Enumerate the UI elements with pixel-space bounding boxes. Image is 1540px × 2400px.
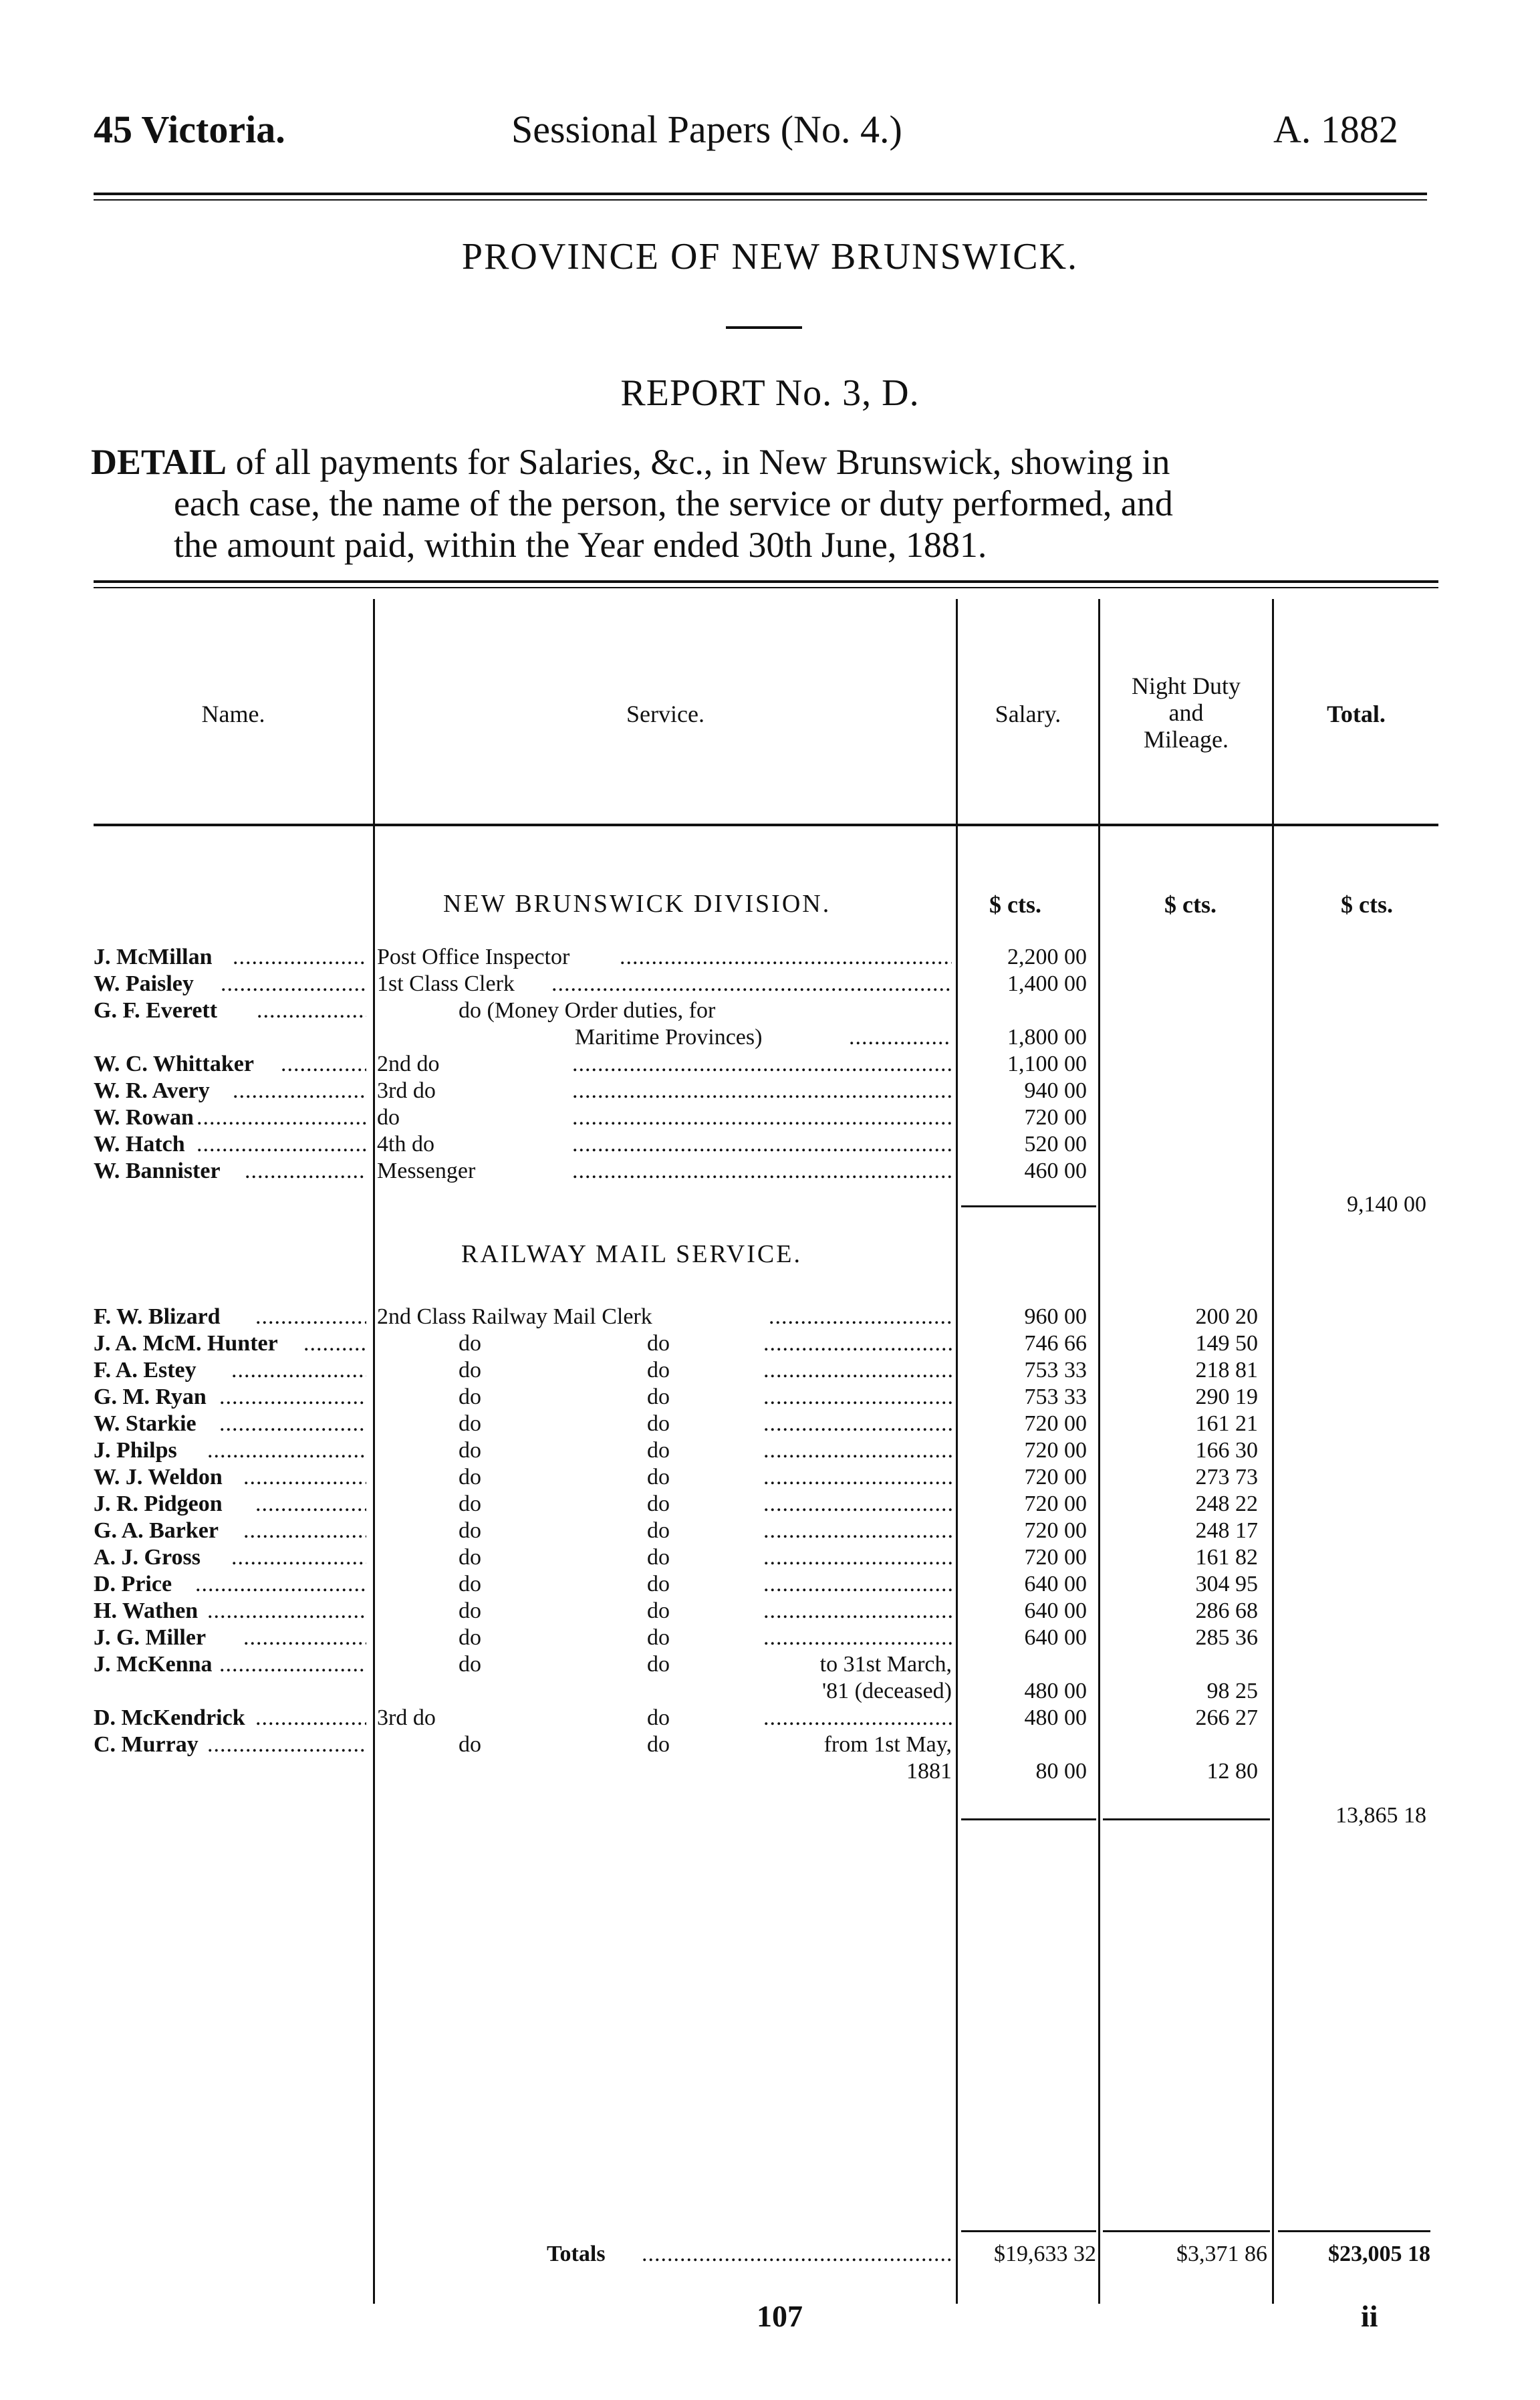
table-row-salary: 720 00 xyxy=(1024,1518,1087,1543)
service-leader-dots xyxy=(763,1572,952,1596)
name-leader-dots xyxy=(243,1625,366,1650)
detail-line-3: the amount paid, within the Year ended 30th June, 1881. xyxy=(174,525,987,565)
service-leader-dots xyxy=(572,1105,952,1130)
section-2-night-rule xyxy=(1103,1818,1270,1820)
name-leader-dots xyxy=(303,1331,366,1356)
name-leader xyxy=(303,1330,366,1357)
table-row-night: 266 27 xyxy=(1195,1705,1258,1730)
name-leader-dots xyxy=(243,1465,366,1489)
col-header-night-duty-line-2: and xyxy=(1168,699,1204,726)
service-leader xyxy=(763,1384,952,1411)
table-row-service: Post Office Inspector xyxy=(377,945,570,969)
table-row-service: 1st Class Clerk xyxy=(377,971,515,996)
table-row-service: do xyxy=(459,1411,481,1436)
table-row-name: W. Starkie xyxy=(94,1411,197,1436)
section-2-total: 13,865 18 xyxy=(1335,1803,1426,1828)
service-leader xyxy=(769,1304,952,1330)
table-row-salary: 720 00 xyxy=(1024,1491,1087,1516)
name-leader xyxy=(207,1598,366,1625)
name-leader-dots xyxy=(255,1705,366,1730)
detail-paragraph xyxy=(91,441,1448,566)
col-header-name: Name. xyxy=(201,701,265,727)
name-leader xyxy=(221,971,366,997)
name-leader xyxy=(243,1518,366,1544)
table-row-salary: 80 00 xyxy=(1035,1759,1087,1784)
col-header-total: Total. xyxy=(1327,701,1386,727)
name-leader xyxy=(243,1625,366,1651)
page-number: 107 xyxy=(757,2299,803,2333)
service-leader xyxy=(572,1104,952,1131)
section-1-salary-rule xyxy=(961,1205,1096,1207)
name-leader-dots xyxy=(281,1052,366,1076)
name-leader-dots xyxy=(219,1385,366,1409)
table-row-service: 3rd do xyxy=(377,1705,436,1730)
table-row-service-do: do xyxy=(647,1625,670,1650)
col-divider-salary xyxy=(1098,599,1100,2304)
name-leader xyxy=(197,1104,366,1131)
totals-rule-night xyxy=(1103,2230,1270,2232)
service-leader xyxy=(572,1051,952,1078)
table-row-service-cont: Maritime Provinces) xyxy=(575,1025,763,1050)
table-row-service-do: do xyxy=(647,1705,670,1730)
table-row-salary: 480 00 xyxy=(1024,1679,1087,1703)
table-row-service-do: do xyxy=(647,1572,670,1596)
table-row-name: F. W. Blizard xyxy=(94,1304,221,1329)
name-leader xyxy=(231,1357,366,1384)
table-row-name: G. M. Ryan xyxy=(94,1385,207,1409)
name-leader xyxy=(207,1731,366,1758)
name-leader-dots xyxy=(257,998,366,1023)
detail-line-2: each case, the name of the person, the service or duty performed, and xyxy=(174,483,1173,523)
service-leader xyxy=(572,1078,952,1104)
service-leader-dots xyxy=(769,1304,952,1329)
header-rule-top xyxy=(94,193,1427,195)
name-leader-dots xyxy=(221,971,366,996)
name-leader xyxy=(197,1131,366,1158)
table-row-service: 2nd Class Railway Mail Clerk xyxy=(377,1304,652,1329)
table-row-salary: 1,100 00 xyxy=(1007,1052,1087,1076)
section-1-total: 9,140 00 xyxy=(1347,1192,1426,1217)
service-leader xyxy=(620,944,952,971)
service-leader-dots xyxy=(763,1411,952,1436)
service-leader xyxy=(763,1357,952,1384)
table-row-service-do: do xyxy=(647,1358,670,1383)
service-leader xyxy=(763,1598,952,1625)
table-row-service: do xyxy=(459,1331,481,1356)
service-leader xyxy=(572,1158,952,1185)
service-leader-dots xyxy=(572,1159,952,1183)
table-row-night: 285 36 xyxy=(1195,1625,1258,1650)
table-row-salary: 753 33 xyxy=(1024,1358,1087,1383)
table-row-service-do: do xyxy=(647,1518,670,1543)
name-leader-dots xyxy=(207,1732,366,1757)
service-leader xyxy=(763,1518,952,1544)
service-leader xyxy=(763,1625,952,1651)
table-row-salary: 1,400 00 xyxy=(1007,971,1087,996)
service-leader xyxy=(551,971,952,997)
name-leader-dots xyxy=(231,1545,366,1570)
table-row-service: 2nd do xyxy=(377,1052,440,1076)
table-row-salary: 753 33 xyxy=(1024,1385,1087,1409)
name-leader-dots xyxy=(231,1358,366,1383)
service-leader-dots xyxy=(763,1465,952,1489)
table-row-name: W. J. Weldon xyxy=(94,1465,223,1489)
table-row-night: 218 81 xyxy=(1195,1358,1258,1383)
service-leader xyxy=(763,1437,952,1464)
table-row-night: 286 68 xyxy=(1195,1598,1258,1623)
section-title-nb-division: NEW BRUNSWICK DIVISION. xyxy=(443,890,831,918)
table-row-note-cont: 1881 xyxy=(906,1759,952,1784)
name-leader-dots xyxy=(233,1078,366,1103)
table-row-name: J. McMillan xyxy=(94,945,213,969)
header-rule-bottom xyxy=(94,199,1427,201)
table-row-service-do: do xyxy=(647,1331,670,1356)
table-row-service-do: do xyxy=(647,1732,670,1757)
table-row-service: do xyxy=(459,1438,481,1463)
service-leader xyxy=(763,1464,952,1491)
service-leader-dots xyxy=(763,1705,952,1730)
service-leader xyxy=(763,1571,952,1598)
table-row-salary: 480 00 xyxy=(1024,1705,1087,1730)
table-row-salary: 720 00 xyxy=(1024,1411,1087,1436)
unit-night: $ cts. xyxy=(1164,891,1216,918)
table-row-service-do: do xyxy=(647,1598,670,1623)
name-leader xyxy=(255,1705,366,1731)
table-row-salary: 460 00 xyxy=(1024,1159,1087,1183)
totals-salary: $19,633 32 xyxy=(994,2242,1096,2266)
name-leader xyxy=(195,1571,366,1598)
name-leader-dots xyxy=(255,1304,366,1329)
header-volume: 45 Victoria. xyxy=(94,108,285,151)
service-leader-dots xyxy=(620,945,952,969)
service-leader-dots xyxy=(763,1545,952,1570)
table-row-name: D. McKendrick xyxy=(94,1705,245,1730)
table-row-service-do: do xyxy=(647,1465,670,1489)
service-leader-dots xyxy=(572,1078,952,1103)
name-leader-dots xyxy=(197,1132,366,1157)
table-row-name: J. Philps xyxy=(94,1438,177,1463)
name-leader xyxy=(219,1411,366,1437)
section-title-railway-mail: RAILWAY MAIL SERVICE. xyxy=(461,1240,802,1268)
table-row-salary: 720 00 xyxy=(1024,1438,1087,1463)
table-row-name: W. Rowan xyxy=(94,1105,194,1130)
table-row-salary: 746 66 xyxy=(1024,1331,1087,1356)
report-title: REPORT No. 3, D. xyxy=(620,372,920,414)
table-row-service: 3rd do xyxy=(377,1078,436,1103)
service-leader-dots xyxy=(763,1438,952,1463)
totals-leader xyxy=(642,2241,954,2268)
table-row-night: 248 17 xyxy=(1195,1518,1258,1543)
table-row-night: 149 50 xyxy=(1195,1331,1258,1356)
table-row-salary: 960 00 xyxy=(1024,1304,1087,1329)
service-leader xyxy=(763,1544,952,1571)
table-row-salary: 2,200 00 xyxy=(1007,945,1087,969)
header-row-rule xyxy=(94,824,1438,826)
totals-grand: $23,005 18 xyxy=(1328,2242,1430,2266)
table-row-name: W. Hatch xyxy=(94,1132,185,1157)
table-row-name: G. F. Everett xyxy=(94,998,218,1023)
name-leader-dots xyxy=(195,1572,366,1596)
table-row-name: W. R. Avery xyxy=(94,1078,210,1103)
table-row-salary: 1,800 00 xyxy=(1007,1025,1087,1050)
table-row-note: from 1st May, xyxy=(823,1732,952,1757)
table-row-service: do xyxy=(459,1732,481,1757)
province-title: PROVINCE OF NEW BRUNSWICK. xyxy=(461,236,1079,277)
name-leader xyxy=(219,1384,366,1411)
name-leader xyxy=(233,1078,366,1104)
table-row-name: W. C. Whittaker xyxy=(94,1052,254,1076)
service-leader-dots xyxy=(763,1331,952,1356)
table-row-service-do: do xyxy=(647,1545,670,1570)
table-row-service: do xyxy=(459,1385,481,1409)
name-leader xyxy=(257,997,366,1024)
table-row-service: do xyxy=(459,1598,481,1623)
totals-rule-total xyxy=(1278,2230,1430,2232)
title-separator xyxy=(726,326,802,329)
table-row-salary: 720 00 xyxy=(1024,1465,1087,1489)
table-row-service: do (Money Order duties, for xyxy=(459,998,716,1023)
name-leader xyxy=(255,1491,366,1518)
name-leader-dots xyxy=(219,1411,366,1436)
table-rule-top xyxy=(94,580,1438,583)
table-row-name: G. A. Barker xyxy=(94,1518,219,1543)
name-leader xyxy=(243,1464,366,1491)
name-leader-dots xyxy=(245,1159,366,1183)
unit-salary: $ cts. xyxy=(989,891,1041,918)
table-row-salary: 640 00 xyxy=(1024,1572,1087,1596)
table-row-note: to 31st March, xyxy=(819,1652,952,1677)
table-row-service: Messenger xyxy=(377,1159,476,1183)
totals-label-text: Totals xyxy=(547,2242,606,2266)
table-row-name: H. Wathen xyxy=(94,1598,199,1623)
col-divider-service xyxy=(956,599,958,2304)
service-leader-dots xyxy=(763,1518,952,1543)
table-row-service: do xyxy=(459,1358,481,1383)
service-leader xyxy=(763,1411,952,1437)
service-leader xyxy=(763,1491,952,1518)
table-row-service: do xyxy=(459,1572,481,1596)
name-leader-dots xyxy=(197,1105,366,1130)
table-row-night: 161 21 xyxy=(1195,1411,1258,1436)
name-leader xyxy=(255,1304,366,1330)
table-row-night: 166 30 xyxy=(1195,1438,1258,1463)
table-row-service: do xyxy=(459,1625,481,1650)
name-leader xyxy=(219,1651,366,1678)
table-row-name: J. McKenna xyxy=(94,1652,213,1677)
table-row-service: do xyxy=(459,1491,481,1516)
service-leader-dots xyxy=(763,1358,952,1383)
col-divider-name xyxy=(373,599,375,2304)
table-row-salary: 520 00 xyxy=(1024,1132,1087,1157)
col-divider-night xyxy=(1272,599,1274,2304)
service-leader xyxy=(849,1024,952,1051)
header-year: A. 1882 xyxy=(1273,108,1398,151)
table-row-night: 304 95 xyxy=(1195,1572,1258,1596)
table-rule-top-2 xyxy=(94,587,1438,588)
table-row-night: 161 82 xyxy=(1195,1545,1258,1570)
table-row-service-do: do xyxy=(647,1411,670,1436)
detail-line-1: of all payments for Salaries, &c., in New Brunswick, showing in xyxy=(235,442,1170,482)
table-row-service: do xyxy=(377,1105,400,1130)
name-leader xyxy=(281,1051,366,1078)
name-leader xyxy=(231,1544,366,1571)
section-2-salary-rule xyxy=(961,1818,1096,1820)
table-row-salary: 640 00 xyxy=(1024,1625,1087,1650)
col-header-night-duty-line-3: Mileage. xyxy=(1144,726,1229,753)
unit-total: $ cts. xyxy=(1341,891,1393,918)
service-leader-dots xyxy=(763,1491,952,1516)
service-leader-dots xyxy=(572,1052,952,1076)
service-leader-dots xyxy=(849,1025,952,1050)
table-row-service-do: do xyxy=(647,1385,670,1409)
detail-lead-word: DETAIL xyxy=(91,442,227,482)
name-leader xyxy=(207,1437,366,1464)
col-header-night-duty xyxy=(1100,673,1272,753)
name-leader-dots xyxy=(243,1518,366,1543)
table-row-salary: 720 00 xyxy=(1024,1105,1087,1130)
name-leader xyxy=(245,1158,366,1185)
service-leader-dots xyxy=(551,971,952,996)
table-row-salary: 940 00 xyxy=(1024,1078,1087,1103)
table-row-night: 200 20 xyxy=(1195,1304,1258,1329)
table-row-night: 98 25 xyxy=(1206,1679,1258,1703)
table-row-service-do: do xyxy=(647,1652,670,1677)
table-row-night: 12 80 xyxy=(1206,1759,1258,1784)
name-leader-dots xyxy=(207,1438,366,1463)
service-leader-dots xyxy=(572,1132,952,1157)
table-row-service-do: do xyxy=(647,1438,670,1463)
service-leader-dots xyxy=(763,1625,952,1650)
table-row-name: D. Price xyxy=(94,1572,172,1596)
table-row-name: C. Murray xyxy=(94,1732,199,1757)
table-row-name: J. R. Pidgeon xyxy=(94,1491,223,1516)
table-row-service: do xyxy=(459,1545,481,1570)
totals-leader-dots xyxy=(642,2242,954,2266)
table-row-salary: 720 00 xyxy=(1024,1545,1087,1570)
name-leader-dots xyxy=(207,1598,366,1623)
table-row-name: F. A. Estey xyxy=(94,1358,197,1383)
table-row-night: 273 73 xyxy=(1195,1465,1258,1489)
table-row-salary: 640 00 xyxy=(1024,1598,1087,1623)
service-leader xyxy=(763,1705,952,1731)
service-leader-dots xyxy=(763,1598,952,1623)
totals-rule-salary xyxy=(961,2230,1096,2232)
table-row-service: do xyxy=(459,1652,481,1677)
table-row-name: A. J. Gross xyxy=(94,1545,201,1570)
name-leader-dots xyxy=(255,1491,366,1516)
table-row-night: 290 19 xyxy=(1195,1385,1258,1409)
service-leader-dots xyxy=(763,1385,952,1409)
service-leader xyxy=(763,1330,952,1357)
table-row-service-do: do xyxy=(647,1491,670,1516)
totals-night: $3,371 86 xyxy=(1176,2242,1267,2266)
col-header-salary: Salary. xyxy=(995,701,1061,727)
table-row-note-cont: '81 (deceased) xyxy=(822,1679,952,1703)
table-row-name: W. Bannister xyxy=(94,1159,221,1183)
table-row-service: 4th do xyxy=(377,1132,434,1157)
col-header-night-duty-line-1: Night Duty xyxy=(1131,673,1241,699)
header-sessional-papers: Sessional Papers (No. 4.) xyxy=(511,108,902,151)
name-leader-dots xyxy=(233,945,366,969)
table-row-service: do xyxy=(459,1518,481,1543)
name-leader xyxy=(233,944,366,971)
page-roman-numeral: ii xyxy=(1361,2299,1378,2333)
table-row-name: J. A. McM. Hunter xyxy=(94,1331,278,1356)
col-header-service: Service. xyxy=(626,701,704,727)
service-leader xyxy=(572,1131,952,1158)
table-row-night: 248 22 xyxy=(1195,1491,1258,1516)
table-row-service: do xyxy=(459,1465,481,1489)
table-row-name: J. G. Miller xyxy=(94,1625,207,1650)
name-leader-dots xyxy=(219,1652,366,1677)
table-row-name: W. Paisley xyxy=(94,971,194,996)
